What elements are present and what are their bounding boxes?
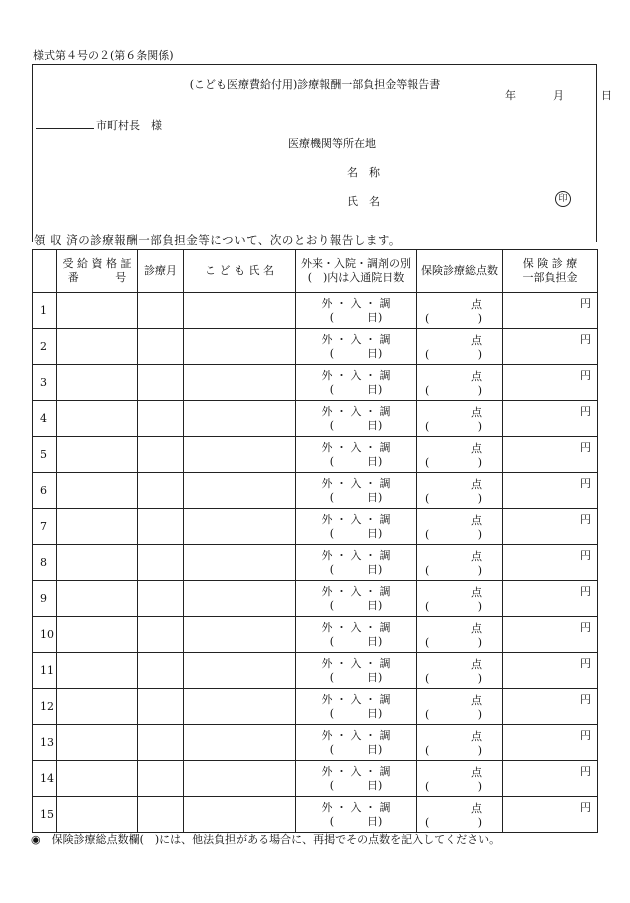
month-cell[interactable] — [138, 617, 184, 653]
header-points: 保険診療総点数 — [417, 250, 503, 293]
points-cell[interactable]: 点 ( ) — [417, 473, 503, 509]
table-row — [33, 509, 598, 545]
copay-cell[interactable]: 円 — [503, 437, 598, 473]
category-cell[interactable]: 外 ・ 入 ・ 調 ( 日) — [296, 725, 417, 761]
category-cell[interactable]: 外 ・ 入 ・ 調 ( 日) — [296, 797, 417, 833]
month-cell[interactable] — [138, 689, 184, 725]
table-row — [33, 617, 598, 653]
copay-cell[interactable]: 円 — [503, 293, 598, 329]
row-number: 11 — [33, 653, 57, 689]
row-number: 9 — [33, 581, 57, 617]
month-cell[interactable] — [138, 437, 184, 473]
date-line — [505, 87, 613, 103]
table-row — [33, 689, 598, 725]
category-cell[interactable]: 外 ・ 入 ・ 調 ( 日) — [296, 473, 417, 509]
points-cell[interactable]: 点 ( ) — [417, 329, 503, 365]
row-number: 13 — [33, 725, 57, 761]
cert-number-cell[interactable] — [57, 545, 138, 581]
row-number: 8 — [33, 545, 57, 581]
month-cell[interactable] — [138, 293, 184, 329]
addressee-label: 市町村長 様 — [96, 119, 162, 132]
category-cell[interactable]: 外 ・ 入 ・ 調 ( 日) — [296, 653, 417, 689]
cert-number-cell[interactable] — [57, 329, 138, 365]
category-cell[interactable]: 外 ・ 入 ・ 調 ( 日) — [296, 365, 417, 401]
header-child-name: こ ど も 氏 名 — [184, 250, 296, 293]
header-month: 診療月 — [138, 250, 184, 293]
seal-mark: 印 — [555, 191, 571, 207]
header-no — [33, 250, 57, 293]
points-cell[interactable]: 点 ( ) — [417, 653, 503, 689]
date-year: 年 — [505, 89, 517, 102]
child-name-cell[interactable] — [184, 473, 296, 509]
category-cell[interactable]: 外 ・ 入 ・ 調 ( 日) — [296, 545, 417, 581]
table-header-row — [33, 250, 598, 293]
points-cell[interactable]: 点 ( ) — [417, 401, 503, 437]
table-row — [33, 293, 598, 329]
category-cell[interactable]: 外 ・ 入 ・ 調 ( 日) — [296, 617, 417, 653]
table-row — [33, 725, 598, 761]
points-cell[interactable]: 点 ( ) — [417, 293, 503, 329]
addressee — [36, 117, 162, 133]
cert-number-cell[interactable] — [57, 797, 138, 833]
child-name-cell[interactable] — [184, 797, 296, 833]
copay-cell[interactable]: 円 — [503, 725, 598, 761]
table-row — [33, 797, 598, 833]
copay-cell[interactable]: 円 — [503, 617, 598, 653]
category-cell[interactable]: 外 ・ 入 ・ 調 ( 日) — [296, 581, 417, 617]
footer-note: ◉ 保険診療総点数欄( )には、他法負担がある場合に、再掲でその点数を記入してください。 — [31, 833, 501, 846]
category-cell[interactable]: 外 ・ 入 ・ 調 ( 日) — [296, 329, 417, 365]
form-number: 様式第４号の２(第６条関係) — [33, 49, 174, 62]
row-number: 15 — [33, 797, 57, 833]
copay-cell[interactable]: 円 — [503, 401, 598, 437]
month-cell[interactable] — [138, 797, 184, 833]
points-cell[interactable]: 点 ( ) — [417, 545, 503, 581]
month-cell[interactable] — [138, 761, 184, 797]
copay-cell[interactable]: 円 — [503, 329, 598, 365]
cert-number-cell[interactable] — [57, 725, 138, 761]
date-day: 日 — [600, 89, 613, 102]
child-name-cell[interactable] — [184, 293, 296, 329]
cert-number-cell[interactable] — [57, 473, 138, 509]
institution-name-label: 名 称 — [347, 166, 380, 179]
copay-cell[interactable]: 円 — [503, 365, 598, 401]
header-category: 外来・入院・調剤の別 ( )内は入通院日数 — [296, 250, 417, 293]
child-name-cell[interactable] — [184, 545, 296, 581]
row-number: 5 — [33, 437, 57, 473]
row-number: 6 — [33, 473, 57, 509]
row-number: 12 — [33, 689, 57, 725]
table-row — [33, 473, 598, 509]
intro-text: 領 収 済の診療報酬一部負担金等について、次のとおり報告します。 — [34, 233, 401, 247]
month-cell[interactable] — [138, 473, 184, 509]
copay-cell[interactable]: 円 — [503, 797, 598, 833]
month-cell[interactable] — [138, 365, 184, 401]
cert-number-cell[interactable] — [57, 437, 138, 473]
row-number: 3 — [33, 365, 57, 401]
month-cell[interactable] — [138, 401, 184, 437]
row-number: 14 — [33, 761, 57, 797]
child-name-cell[interactable] — [184, 725, 296, 761]
points-cell[interactable]: 点 ( ) — [417, 365, 503, 401]
child-name-cell[interactable] — [184, 365, 296, 401]
document-title: (こども医療費給付用)診療報酬一部負担金等報告書 — [189, 78, 441, 91]
cert-number-cell[interactable] — [57, 581, 138, 617]
cert-number-cell[interactable] — [57, 689, 138, 725]
copay-cell[interactable]: 円 — [503, 689, 598, 725]
row-number: 10 — [33, 617, 57, 653]
points-cell[interactable]: 点 ( ) — [417, 617, 503, 653]
addressee-blank — [36, 118, 94, 129]
copay-cell[interactable]: 円 — [503, 761, 598, 797]
table-row — [33, 437, 598, 473]
child-name-cell[interactable] — [184, 653, 296, 689]
table-row — [33, 581, 598, 617]
cert-number-cell[interactable] — [57, 509, 138, 545]
category-cell[interactable]: 外 ・ 入 ・ 調 ( 日) — [296, 437, 417, 473]
copay-cell[interactable]: 円 — [503, 509, 598, 545]
cert-number-cell[interactable] — [57, 293, 138, 329]
category-cell[interactable]: 外 ・ 入 ・ 調 ( 日) — [296, 293, 417, 329]
cert-number-cell[interactable] — [57, 401, 138, 437]
institution-location-label: 医療機関等所在地 — [288, 137, 376, 150]
child-name-cell[interactable] — [184, 581, 296, 617]
row-number: 1 — [33, 293, 57, 329]
points-cell[interactable]: 点 ( ) — [417, 761, 503, 797]
month-cell[interactable] — [138, 545, 184, 581]
header-cert-number: 受 給 資 格 証 番 号 — [57, 250, 138, 293]
table-row — [33, 545, 598, 581]
month-cell[interactable] — [138, 653, 184, 689]
points-cell[interactable]: 点 ( ) — [417, 509, 503, 545]
points-cell[interactable]: 点 ( ) — [417, 437, 503, 473]
date-month: 月 — [552, 89, 565, 102]
row-number: 4 — [33, 401, 57, 437]
cert-number-cell[interactable] — [57, 617, 138, 653]
child-name-cell[interactable] — [184, 401, 296, 437]
row-number: 7 — [33, 509, 57, 545]
header-copay: 保 険 診 療 一部負担金 — [503, 250, 598, 293]
report-table — [32, 249, 598, 833]
points-cell[interactable]: 点 ( ) — [417, 689, 503, 725]
child-name-cell[interactable] — [184, 761, 296, 797]
row-number: 2 — [33, 329, 57, 365]
month-cell[interactable] — [138, 329, 184, 365]
child-name-cell[interactable] — [184, 617, 296, 653]
cert-number-cell[interactable] — [57, 761, 138, 797]
copay-cell[interactable]: 円 — [503, 473, 598, 509]
table-row — [33, 761, 598, 797]
category-cell[interactable]: 外 ・ 入 ・ 調 ( 日) — [296, 761, 417, 797]
copay-cell[interactable]: 円 — [503, 653, 598, 689]
points-cell[interactable]: 点 ( ) — [417, 797, 503, 833]
category-cell[interactable]: 外 ・ 入 ・ 調 ( 日) — [296, 509, 417, 545]
points-cell[interactable]: 点 ( ) — [417, 581, 503, 617]
category-cell[interactable]: 外 ・ 入 ・ 調 ( 日) — [296, 689, 417, 725]
institution-person-label: 氏 名 — [347, 195, 380, 208]
table-row — [33, 365, 598, 401]
month-cell[interactable] — [138, 509, 184, 545]
child-name-cell[interactable] — [184, 437, 296, 473]
child-name-cell[interactable] — [184, 689, 296, 725]
child-name-cell[interactable] — [184, 509, 296, 545]
cert-number-cell[interactable] — [57, 365, 138, 401]
child-name-cell[interactable] — [184, 329, 296, 365]
table-row — [33, 653, 598, 689]
category-cell[interactable]: 外 ・ 入 ・ 調 ( 日) — [296, 401, 417, 437]
copay-cell[interactable]: 円 — [503, 545, 598, 581]
month-cell[interactable] — [138, 725, 184, 761]
points-cell[interactable]: 点 ( ) — [417, 725, 503, 761]
table-row — [33, 329, 598, 365]
month-cell[interactable] — [138, 581, 184, 617]
copay-cell[interactable]: 円 — [503, 581, 598, 617]
table-row — [33, 401, 598, 437]
cert-number-cell[interactable] — [57, 653, 138, 689]
